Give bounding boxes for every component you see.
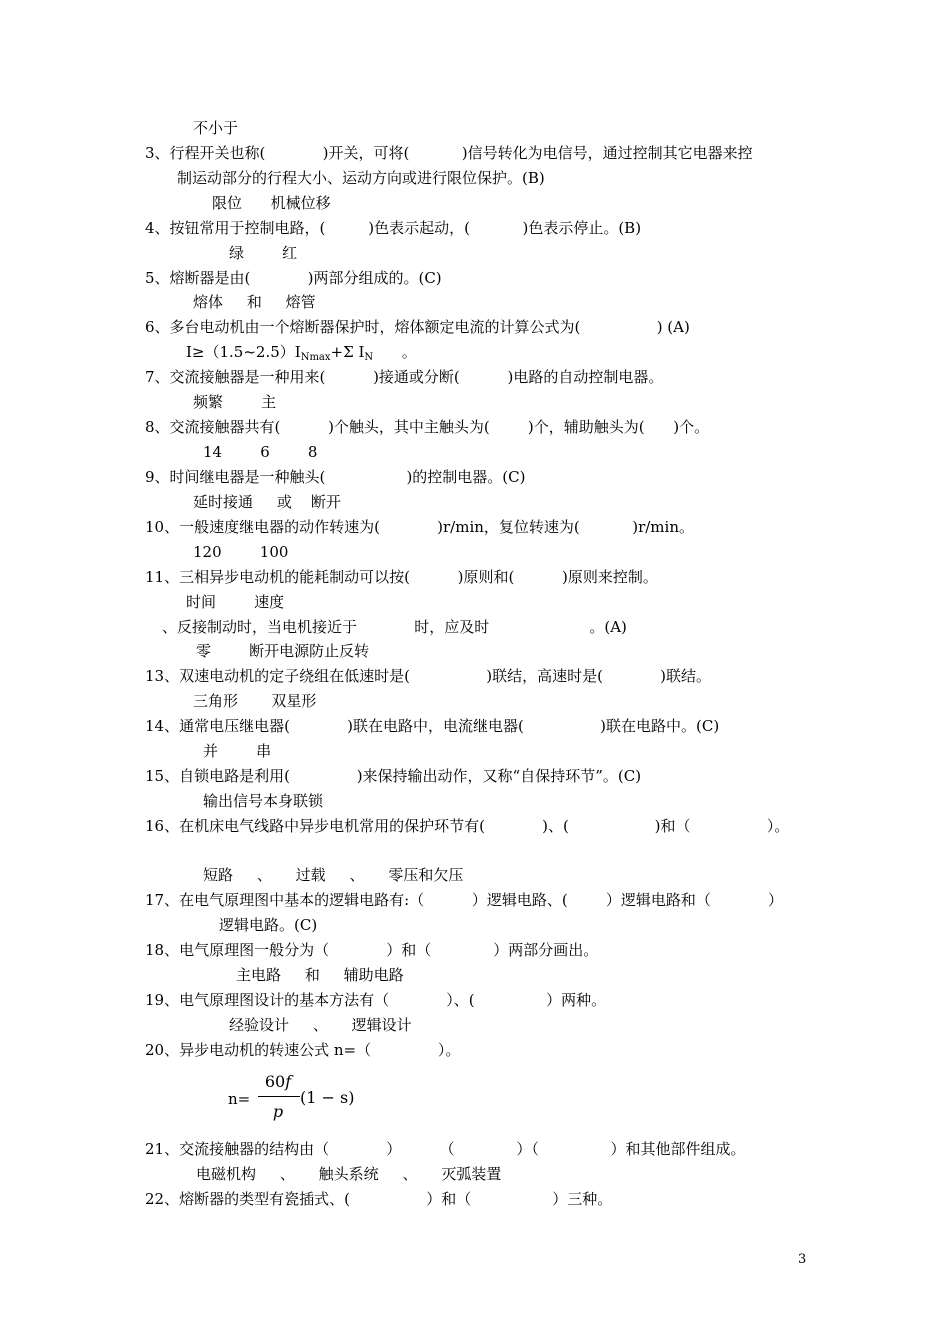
question-line: 13、双速电动机的定子绕组在低速时是( )联结，高速时是( )联结。 (145, 667, 712, 685)
answer-line: 熔体 和 熔管 (193, 293, 316, 311)
answer-line: 绿 红 (229, 244, 298, 262)
answer-line: 三角形 双星形 (193, 692, 317, 710)
question-line: 、反接制动时，当电机接近于 时，应及时 。(A) (162, 618, 627, 636)
question-line: 17、在电气原理图中基本的逻辑电路有:（ ）逻辑电路、( ）逻辑电路和（ ） (145, 891, 784, 909)
question-line: 6、多台电动机由一个熔断器保护时，熔体额定电流的计算公式为( ) (A) (145, 318, 690, 336)
question-line: 21、交流接触器的结构由（ ） （ ）（ ）和其他部件组成。 (145, 1140, 746, 1158)
question-line: 4、按钮常用于控制电路，( )色表示起动，( )色表示停止。(B) (145, 219, 642, 237)
question-line: 15、自锁电路是利用( )来保持输出动作，又称“自保持环节”。(C) (145, 767, 642, 785)
formula-lhs: n= (228, 1090, 251, 1108)
formula-rhs: (1 − s) (300, 1088, 355, 1107)
fraction-bar (258, 1096, 300, 1097)
question-line: 制运动部分的行程大小、运动方向或进行限位保护。(B) (177, 169, 545, 187)
question-line: 14、通常电压继电器( )联在电路中，电流继电器( )联在电路中。(C) (145, 717, 720, 735)
answer-line: 频繁 主 (193, 393, 277, 411)
question-line: 10、一般速度继电器的动作转速为( )r/min，复位转速为( )r/min。 (145, 518, 694, 536)
question-line: 逻辑电路。(C) (219, 916, 318, 934)
answer-line: 电磁机构 、 触头系统 、 灭弧装置 (196, 1165, 502, 1183)
answer-line: 短路 、 过载 、 零压和欠压 (203, 866, 464, 884)
formula-numerator: 60f (264, 1072, 292, 1091)
question-line: 5、熔断器是由( )两部分组成的。(C) (145, 269, 442, 287)
question-line: 22、熔断器的类型有瓷插式、( ）和（ ）三种。 (145, 1190, 613, 1208)
page-number: 3 (798, 1252, 807, 1267)
answer-line: 限位 机械位移 (212, 194, 331, 212)
answer-line: 不小于 (193, 119, 239, 137)
answer-line: 零 断开电源防止反转 (196, 642, 370, 660)
question-line: 18、电气原理图一般分为（ ）和（ ）两部分画出。 (145, 941, 599, 959)
answer-line: 输出信号本身联锁 (203, 792, 324, 810)
question-line: 9、时间继电器是一种触头( )的控制电器。(C) (145, 468, 526, 486)
question-line: 16、在机床电气线路中异步电机常用的保护环节有( )、( )和（ ）。 (145, 817, 790, 835)
formula-denominator: p (272, 1102, 284, 1121)
question-line: 7、交流接触器是一种用来( )接通或分断( )电路的自动控制电器。 (145, 368, 664, 386)
question-line: 19、电气原理图设计的基本方法有（ ）、( ）两种。 (145, 991, 607, 1009)
answer-line: 14 6 8 (203, 443, 318, 461)
answer-line: 并 串 (203, 742, 272, 760)
question-line: 11、三相异步电动机的能耗制动可以按( )原则和( )原则来控制。 (145, 568, 658, 586)
answer-line: 经验设计 、 逻辑设计 (229, 1016, 412, 1034)
question-line: 8、交流接触器共有( )个触头，其中主触头为( )个，辅助触头为( )个。 (145, 418, 710, 436)
speed-formula (228, 1072, 368, 1124)
question-line: 3、行程开关也称( )开关，可将( )信号转化为电信号，通过控制其它电器来控 (145, 144, 753, 162)
answer-line: 延时接通 或 断开 (193, 493, 341, 511)
answer-formula-line: $I\ge(1.5\sim 2.5)I_{Nmax}+\Sigma$ $I_N$ 。 (186, 343, 417, 363)
answer-line: 主电路 和 辅助电路 (236, 966, 404, 984)
answer-line: 时间 速度 (186, 593, 285, 611)
question-line: 20、异步电动机的转速公式 n=（ ）。 (145, 1041, 461, 1059)
answer-line: 120 100 (193, 543, 289, 561)
